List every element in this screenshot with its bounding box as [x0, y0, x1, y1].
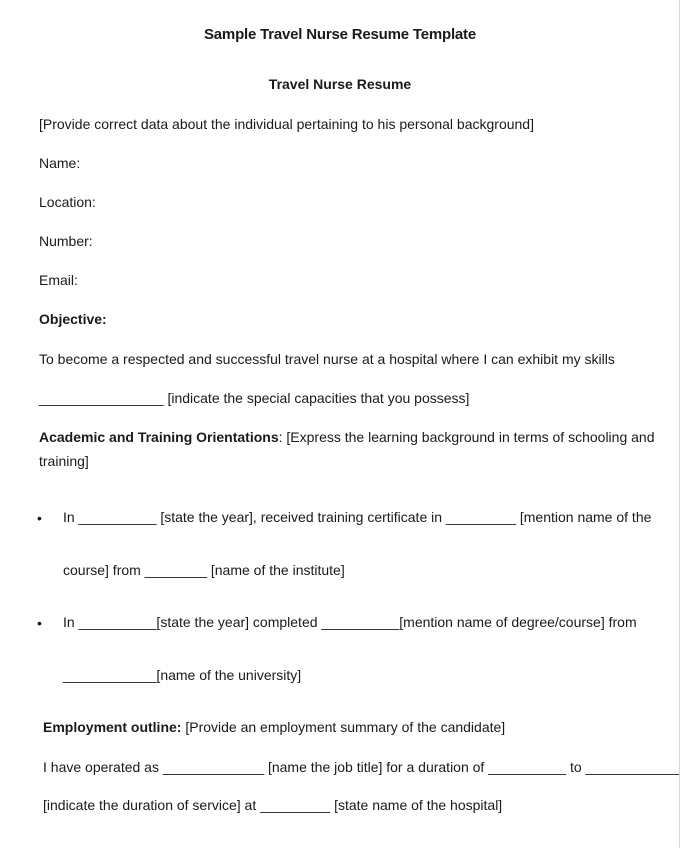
bullet-marker: • — [37, 510, 42, 526]
academic-item-2-line-2: ____________[name of the university] — [63, 667, 302, 683]
academic-instruction: : [Express the learning background in terms of schooling and training] — [39, 429, 655, 469]
academic-item-2-line-1: In __________[state the year] completed __________[mention name of degree/course] from — [63, 614, 637, 630]
email-label: Email: — [39, 272, 78, 288]
employment-paragraph — [43, 717, 662, 737]
resume-heading: Travel Nurse Resume — [268, 76, 412, 92]
academic-item-1-line-2: course] from ________ [name of the institute] — [63, 562, 345, 578]
objective-line-1: To become a respected and successful travel nurse at a hospital where I can exhibit my skills — [39, 351, 615, 367]
employment-heading: Employment outline: — [43, 719, 182, 735]
location-label: Location: — [39, 194, 96, 210]
personal-instruction: [Provide correct data about the individual pertaining to his personal background] — [39, 116, 534, 132]
objective-line-2: ________________ [indicate the special capacities that you possess] — [39, 390, 470, 406]
employment-line-2: [indicate the duration of service] at _________ [state name of the hospital] — [43, 797, 503, 813]
employment-instruction: [Provide an employment summary of the candidate] — [181, 719, 506, 735]
employment-line-1: I have operated as _____________ [name the job title] for a duration of __________ to ____________ — [43, 759, 679, 775]
academic-item-1-line-1: In __________ [state the year], received training certificate in _________ [mention name of the — [63, 509, 652, 525]
name-label: Name: — [39, 155, 81, 171]
academic-paragraph — [39, 425, 662, 473]
document-title: Sample Travel Nurse Resume Template — [203, 26, 476, 43]
academic-heading: Academic and Training Orientations — [39, 429, 279, 445]
number-label: Number: — [39, 233, 93, 249]
bullet-marker: • — [37, 615, 42, 631]
objective-heading: Objective: — [39, 311, 107, 327]
